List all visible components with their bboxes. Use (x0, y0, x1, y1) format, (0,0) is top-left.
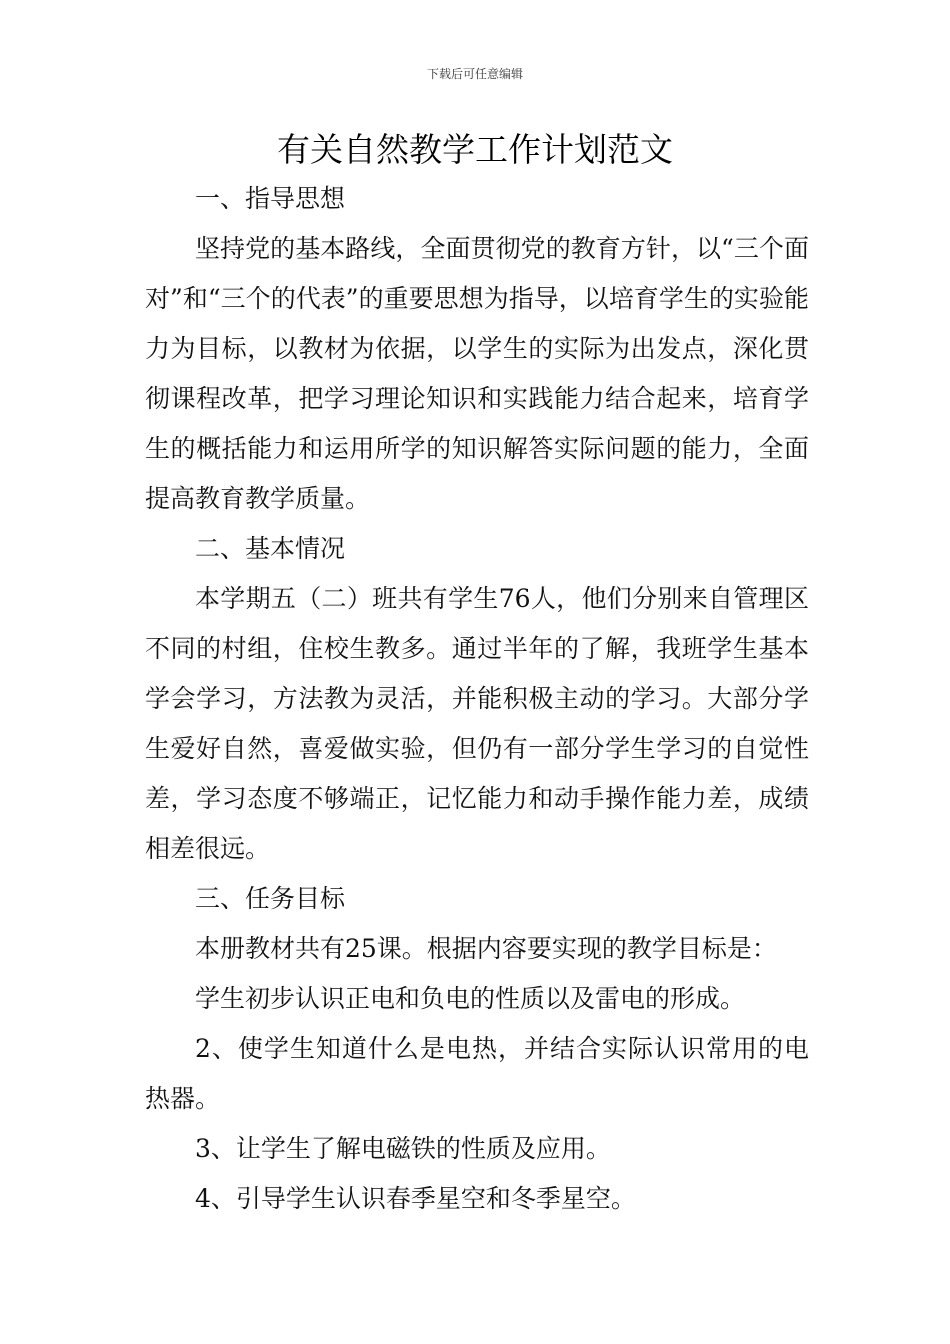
document-body (145, 174, 809, 1224)
header-note: 下载后可任意编辑 (426, 67, 523, 81)
document-title: 有关自然教学工作计划范文 (277, 130, 673, 169)
goal-item-2: 2、使学生知道什么是电热，并结合实际认识常用的电热器。 (145, 1034, 809, 1113)
goal-item-3: 3、让学生了解电磁铁的性质及应用。 (195, 1134, 611, 1163)
paragraph-basic-situation: 本学期五（二）班共有学生76人，他们分别来自管理区不同的村组，住校生教多。通过半年的了解，我班学生基本学会学习，方法教为灵活，并能积极主动的学习。大部分学生爱好自然，喜爱做实验，但仍有一部分学生学习的自觉性差，学习态度不够端正，记忆能力和动手操作能力差，成绩相差很远。 (145, 584, 809, 863)
section-heading-guiding-thought: 一、指导思想 (195, 184, 346, 213)
goal-item-4: 4、引导学生认识春季星空和冬季星空。 (195, 1184, 636, 1213)
paragraph-guiding-thought: 坚持党的基本路线，全面贯彻党的教育方针，以“三个面对”和“三个的代表”的重要思想为指导，以培育学生的实验能力为目标，以教材为依据，以学生的实际为出发点，深化贯彻课程改革，把学习理论知识和实践能力结合起来，培育学生的概括能力和运用所学的知识解答实际问题的能力，全面提高教育教学质量。 (145, 234, 809, 513)
paragraph-task-intro: 本册教材共有25课。根据内容要实现的教学目标是： (195, 934, 777, 963)
goal-item-1: 学生初步认识正电和负电的性质以及雷电的形成。 (195, 984, 746, 1013)
section-heading-task-goals: 三、任务目标 (195, 884, 346, 913)
section-heading-basic-situation: 二、基本情况 (195, 534, 346, 563)
